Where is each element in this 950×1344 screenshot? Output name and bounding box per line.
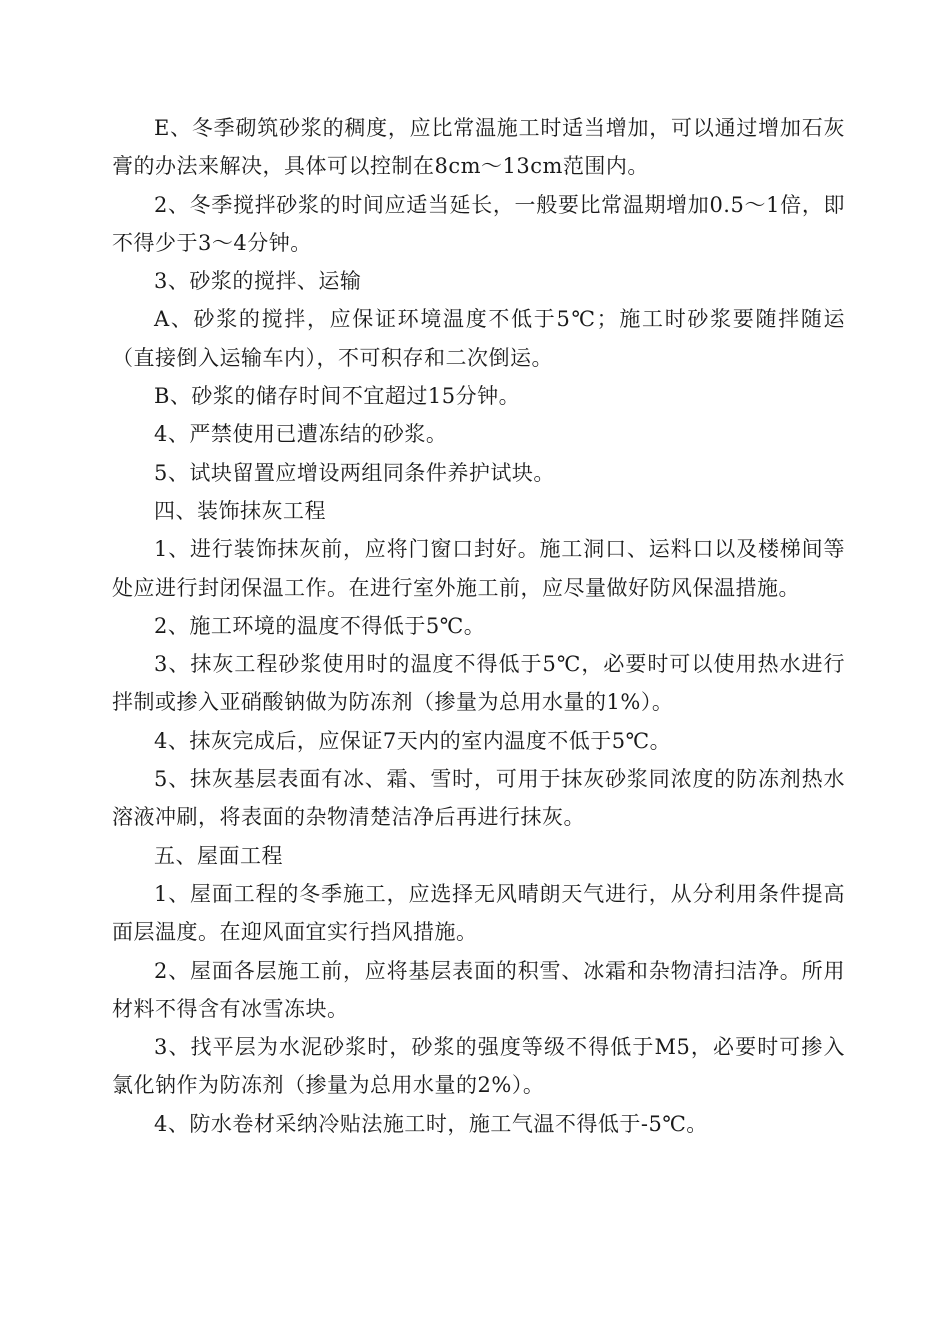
paragraph-waterproof-membrane: 4、防水卷材采纳冷贴法施工时，施工气温不得低于-5℃。 <box>154 1111 708 1136</box>
paragraph-mortar-consistency: E、冬季砌筑砂浆的稠度，应比常温施工时适当增加，可以通过增加石灰膏的办法来解决，具体可以控制在8cm～13cm范围内。 <box>112 116 845 179</box>
paragraph-ambient-temperature: 2、施工环境的温度不得低于5℃。 <box>154 613 486 638</box>
paragraph-frozen-mortar: 4、严禁使用已遭冻结的砂浆。 <box>154 422 448 447</box>
paragraph-leveling-layer: 3、找平层为水泥砂浆时，砂浆的强度等级不得低于M5，必要时可掺入氯化钠作为防冻剂（掺量为总用水量的2%）。 <box>112 1035 845 1098</box>
paragraph-roof-cleaning: 2、屋面各层施工前，应将基层表面的积雪、冰霜和杂物清扫洁净。所用材料不得含有冰雪冻块。 <box>112 958 845 1021</box>
paragraph-post-plaster: 4、抹灰完成后，应保证7天内的室内温度不低于5℃。 <box>154 728 672 753</box>
section-heading-roofing: 五、屋面工程 <box>154 843 283 868</box>
paragraph-roof-weather: 1、屋面工程的冬季施工，应选择无风晴朗天气进行，从分利用条件提高面层温度。在迎风面宜实行挡风措施。 <box>112 881 845 945</box>
subheading-mixing-transport: 3、砂浆的搅拌、运输 <box>154 269 362 294</box>
paragraph-plaster-temperature: 3、抹灰工程砂浆使用时的温度不得低于5℃，必要时可以使用热水进行拌制或掺入亚硝酸钠做为防冻剂（掺量为总用水量的1%）。 <box>112 652 845 715</box>
paragraph-seal-openings: 1、进行装饰抹灰前，应将门窗口封好。施工洞口、运料口以及楼梯间等处应进行封闭保温工作。在进行室外施工前，应尽量做好防风保温措施。 <box>112 537 845 600</box>
section-heading-plastering: 四、装饰抹灰工程 <box>154 498 326 523</box>
document-body <box>112 109 845 1143</box>
paragraph-mortar-mixing: A、砂浆的搅拌，应保证环境温度不低于5℃；施工时砂浆要随拌随运（直接倒入运输车内），不可积存和二次倒运。 <box>112 307 845 370</box>
paragraph-mixing-time: 2、冬季搅拌砂浆的时间应适当延长，一般要比常温期增加0.5～1倍，即不得少于3～4分钟。 <box>112 192 845 255</box>
paragraph-ice-frost: 5、抹灰基层表面有冰、霜、雪时，可用于抹灰砂浆同浓度的防冻剂热水溶液冲刷，将表面的杂物清楚洁净后再进行抹灰。 <box>112 767 845 830</box>
paragraph-test-blocks: 5、试块留置应增设两组同条件养护试块。 <box>154 460 555 485</box>
paragraph-storage-time: B、砂浆的储存时间不宜超过15分钟。 <box>154 384 521 409</box>
